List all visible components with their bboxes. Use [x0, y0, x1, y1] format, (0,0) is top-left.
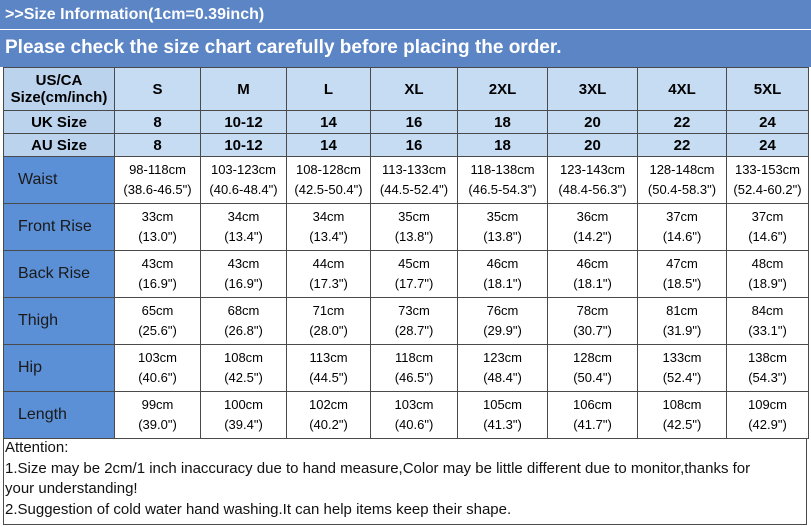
measure-inch: (18.1"): [483, 276, 522, 291]
measure-cm: 37cm: [666, 209, 698, 224]
measure-cm: 133-153cm: [734, 162, 801, 177]
measure-cell: [638, 392, 727, 439]
measure-inch: (17.3"): [309, 276, 348, 291]
measure-cm: 43cm: [141, 256, 174, 271]
measure-cm: 76cm: [486, 303, 519, 318]
measure-cell: [638, 204, 727, 251]
measure-cm: 123cm: [482, 350, 523, 365]
measure-inch: (29.9"): [483, 323, 522, 338]
measure-inch: (44.5"): [309, 370, 348, 385]
measure-cm: 108cm: [223, 350, 264, 365]
measure-cell: [458, 157, 548, 204]
measure-cm: 81cm: [666, 303, 698, 318]
measure-cell: [201, 298, 287, 345]
measure-cm: 34cm: [227, 209, 260, 224]
header-label-line1: US/CA: [35, 72, 83, 89]
measure-cm: 105cm: [482, 397, 523, 412]
measure-cm: 48cm: [751, 256, 784, 271]
measure-inch: (50.4-58.3"): [647, 182, 717, 197]
measure-inch: (18.9"): [748, 276, 787, 291]
measure-label: Length: [4, 392, 115, 439]
uk-size-cell: 20: [548, 111, 638, 134]
measure-cell: [638, 345, 727, 392]
size-header-cell: M: [201, 68, 287, 111]
measure-cm: 78cm: [576, 303, 609, 318]
measure-cell: [458, 345, 548, 392]
au-size-cell: 16: [371, 134, 458, 157]
uk-size-cell: 18: [458, 111, 548, 134]
size-header-cell: S: [115, 68, 201, 111]
measure-cm: 45cm: [398, 256, 430, 271]
measure-inch: (17.7"): [394, 276, 434, 291]
measure-inch: (13.0"): [138, 229, 177, 244]
measure-cm: 36cm: [576, 209, 609, 224]
measure-row-back-rise: [4, 251, 809, 298]
measure-cm: 33cm: [141, 209, 174, 224]
au-size-row: [4, 134, 809, 157]
measure-cell: [287, 392, 371, 439]
size-header-cell: XL: [371, 68, 458, 111]
measure-row-waist: [4, 157, 809, 204]
measure-cell: [371, 157, 458, 204]
measure-row-hip: [4, 345, 809, 392]
au-size-cell: 20: [548, 134, 638, 157]
measure-cell: [371, 204, 458, 251]
measure-cell: [115, 298, 201, 345]
measure-cm: 109cm: [747, 397, 788, 412]
measure-cm: 138cm: [747, 350, 788, 365]
size-info-banner: [0, 0, 811, 30]
measure-cm: 100cm: [223, 397, 264, 412]
measure-inch: (13.4"): [309, 229, 348, 244]
measure-inch: (42.5"): [662, 417, 702, 432]
measure-inch: (13.4"): [224, 229, 263, 244]
measure-inch: (50.4"): [573, 370, 612, 385]
measure-cell: [548, 251, 638, 298]
au-size-cell: 22: [638, 134, 727, 157]
measure-cell: [201, 157, 287, 204]
measure-inch: (16.9"): [224, 276, 263, 291]
measure-label: Thigh: [4, 298, 115, 345]
measure-label: Back Rise: [4, 251, 115, 298]
measure-cell: [115, 345, 201, 392]
measure-cell: [458, 204, 548, 251]
measure-cell: [371, 298, 458, 345]
au-size-cell: 8: [115, 134, 201, 157]
measure-inch: (28.0"): [309, 323, 348, 338]
au-size-cell: 10-12: [201, 134, 287, 157]
au-size-cell: 18: [458, 134, 548, 157]
measure-inch: (42.5"): [224, 370, 263, 385]
uk-size-cell: 14: [287, 111, 371, 134]
measure-cm: 73cm: [398, 303, 430, 318]
uk-size-row: [4, 111, 809, 134]
uk-size-label: UK Size: [4, 111, 115, 134]
uk-size-cell: 24: [727, 111, 809, 134]
measure-cell: [287, 157, 371, 204]
note-line-1b: your understanding!: [5, 480, 138, 497]
measure-inch: (40.2"): [309, 417, 348, 432]
measure-cell: [371, 345, 458, 392]
measure-cm: 46cm: [486, 256, 519, 271]
measure-cm: 128cm: [572, 350, 613, 365]
size-header-cell: 5XL: [727, 68, 809, 111]
measure-cell: [727, 345, 809, 392]
uk-size-cell: 10-12: [201, 111, 287, 134]
measure-cm: 108-128cm: [295, 162, 362, 177]
measure-cell: [458, 251, 548, 298]
measure-inch: (46.5-54.3"): [468, 182, 537, 197]
measure-cm: 108cm: [662, 397, 702, 412]
measure-inch: (33.1"): [748, 323, 787, 338]
measure-cell: [727, 204, 809, 251]
measure-inch: (13.8"): [394, 229, 434, 244]
measure-cm: 44cm: [312, 256, 345, 271]
measure-label: Hip: [4, 345, 115, 392]
measure-cell: [638, 157, 727, 204]
measure-inch: (31.9"): [662, 323, 702, 338]
measure-cm: 68cm: [227, 303, 260, 318]
measure-label: Waist: [4, 157, 115, 204]
measure-cell: [458, 392, 548, 439]
size-info-title: >>Size Information(1cm=0.39inch): [5, 6, 265, 23]
measure-cm: 35cm: [398, 209, 430, 224]
measure-inch: (40.6"): [138, 370, 177, 385]
measure-cell: [115, 157, 201, 204]
measure-cm: 118cm: [394, 350, 434, 365]
measure-cell: [371, 251, 458, 298]
size-header-cell: 3XL: [548, 68, 638, 111]
measure-cm: 43cm: [227, 256, 260, 271]
measure-inch: (16.9"): [138, 276, 177, 291]
uk-size-cell: 8: [115, 111, 201, 134]
measure-cm: 106cm: [572, 397, 613, 412]
measure-cm: 35cm: [486, 209, 519, 224]
measure-inch: (44.5-52.4"): [379, 182, 449, 197]
notes-title: Attention:: [5, 439, 69, 456]
measure-inch: (14.6"): [748, 229, 787, 244]
measure-inch: (18.1"): [573, 276, 612, 291]
size-header-cell: 2XL: [458, 68, 548, 111]
measure-inch: (14.6"): [662, 229, 702, 244]
uk-size-cell: 16: [371, 111, 458, 134]
measure-cell: [201, 251, 287, 298]
uk-size-cell: 22: [638, 111, 727, 134]
measure-inch: (38.6-46.5"): [123, 182, 192, 197]
measure-inch: (46.5"): [394, 370, 434, 385]
size-header-cell: 4XL: [638, 68, 727, 111]
measure-cell: [458, 298, 548, 345]
attention-notes: [3, 438, 807, 525]
measure-cell: [201, 204, 287, 251]
check-size-text: Please check the size chart carefully before placing the order.: [5, 37, 562, 58]
measure-cm: 34cm: [312, 209, 345, 224]
measure-cell: [115, 204, 201, 251]
measure-cm: 113cm: [309, 350, 348, 365]
measure-cell: [548, 392, 638, 439]
measure-cell: [548, 298, 638, 345]
measure-cell: [727, 392, 809, 439]
measure-cell: [638, 298, 727, 345]
measure-inch: (25.6"): [138, 323, 177, 338]
measure-cell: [287, 251, 371, 298]
measure-cell: [201, 345, 287, 392]
au-size-cell: 24: [727, 134, 809, 157]
measure-cm: 133cm: [662, 350, 702, 365]
measure-cell: [727, 298, 809, 345]
measure-cm: 84cm: [751, 303, 784, 318]
measure-inch: (54.3"): [748, 370, 787, 385]
measure-inch: (48.4"): [483, 370, 522, 385]
measure-row-front-rise: [4, 204, 809, 251]
au-size-cell: 14: [287, 134, 371, 157]
measure-inch: (18.5"): [662, 276, 702, 291]
measure-cell: [115, 251, 201, 298]
measure-cell: [638, 251, 727, 298]
measure-cell: [548, 157, 638, 204]
measure-cm: 102cm: [308, 397, 349, 412]
measure-inch: (28.7"): [394, 323, 434, 338]
measure-inch: (13.8"): [483, 229, 522, 244]
measure-row-length: [4, 392, 809, 439]
measure-cell: [287, 298, 371, 345]
measure-inch: (42.5-50.4"): [294, 182, 363, 197]
measure-cm: 103-123cm: [210, 162, 277, 177]
header-label-line2: Size(cm/inch): [10, 89, 108, 106]
size-header-row: [4, 68, 809, 111]
measure-cm: 98-118cm: [129, 162, 186, 177]
measure-cell: [371, 392, 458, 439]
measure-cell: [201, 392, 287, 439]
measure-inch: (41.3"): [483, 417, 522, 432]
measure-inch: (41.7"): [573, 417, 612, 432]
measure-inch: (48.4-56.3"): [558, 182, 627, 197]
measure-cm: 65cm: [141, 303, 174, 318]
measure-inch: (26.8"): [224, 323, 263, 338]
note-line-1: 1.Size may be 2cm/1 inch inaccuracy due to hand measure,Color may be little different due to monitor,thanks for: [5, 459, 751, 477]
measure-cm: 47cm: [666, 256, 698, 271]
measure-cm: 103cm: [394, 397, 434, 412]
measure-cell: [727, 251, 809, 298]
measure-inch: (30.7"): [573, 323, 612, 338]
measure-cm: 128-148cm: [649, 162, 715, 177]
measure-cell: [115, 392, 201, 439]
measure-inch: (52.4"): [662, 370, 702, 385]
measure-cell: [287, 345, 371, 392]
check-size-banner: [0, 30, 811, 67]
note-line-2: 2.Suggestion of cold water hand washing.It can help items keep their shape.: [5, 500, 512, 518]
measure-cm: 46cm: [576, 256, 609, 271]
measure-cm: 118-138cm: [470, 162, 535, 177]
au-size-label: AU Size: [4, 134, 115, 157]
measure-inch: (40.6"): [394, 417, 434, 432]
measure-cm: 113-133cm: [381, 162, 447, 177]
size-table: [3, 67, 809, 439]
measure-inch: (39.4"): [224, 417, 263, 432]
measure-cell: [287, 204, 371, 251]
measure-cell: [548, 204, 638, 251]
measure-label: Front Rise: [4, 204, 115, 251]
measure-inch: (42.9"): [748, 417, 787, 432]
size-header-cell: L: [287, 68, 371, 111]
measure-cell: [548, 345, 638, 392]
measure-cm: 123-143cm: [559, 162, 626, 177]
measure-cm: 103cm: [137, 350, 178, 365]
measure-inch: (39.0"): [138, 417, 177, 432]
measure-inch: (40.6-48.4"): [209, 182, 278, 197]
measure-cm: 71cm: [312, 303, 345, 318]
measure-inch: (52.4-60.2"): [733, 182, 802, 197]
size-header-label: [4, 68, 115, 111]
measure-cm: 37cm: [751, 209, 784, 224]
measure-cell: [727, 157, 809, 204]
measure-inch: (14.2"): [573, 229, 612, 244]
measure-cm: 99cm: [141, 397, 174, 412]
measure-row-thigh: [4, 298, 809, 345]
